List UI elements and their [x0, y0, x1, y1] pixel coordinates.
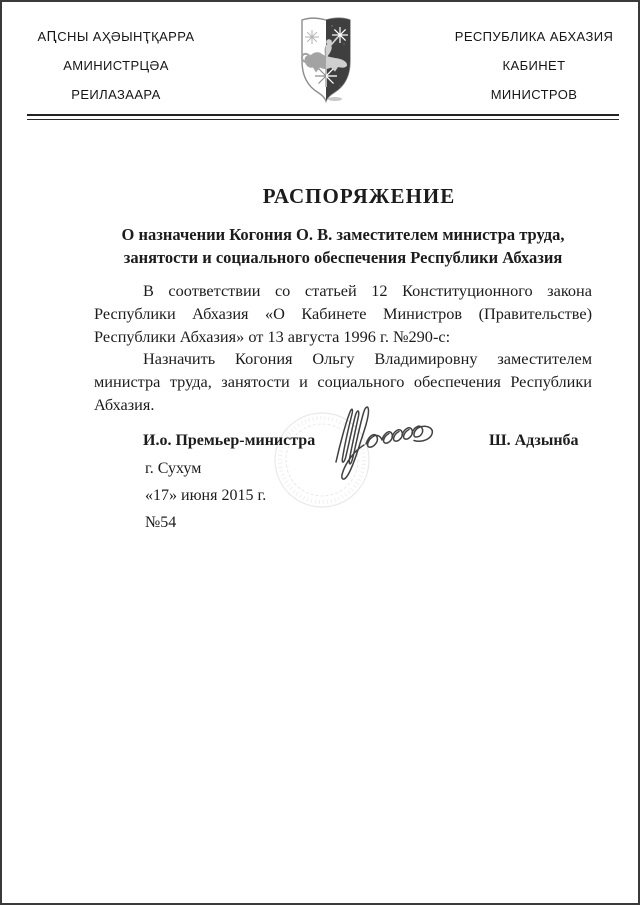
- header-left-abkhaz: [22, 22, 210, 109]
- header-right-russian: [440, 22, 628, 109]
- document-title: РАСПОРЯЖЕНИЕ: [262, 184, 456, 208]
- header-right-line: МИНИСТРОВ: [490, 87, 578, 102]
- subject-line: О назначении Когония О. В. заместителем министра труда,: [121, 225, 565, 244]
- document-subject: [94, 223, 592, 269]
- header-left-line: АМИНИСТРЦӘА: [63, 58, 169, 73]
- abkhazia-coat-of-arms-icon: [296, 16, 356, 104]
- scan-smudge: [328, 97, 342, 101]
- signer-name: Ш. Адзынба: [489, 432, 579, 449]
- footer-date: «17» июня 2015 г.: [145, 487, 267, 504]
- header-left-line: АԤСНЫ АҲӘЫНҬҚАРРА: [37, 29, 195, 44]
- body-paragraph-appointment: Назначить Когония Ольгу Владимировну заместителем министра труда, занятости и социального обеспечения Республики Абхазия.: [94, 349, 592, 414]
- header-divider-double-rule: [27, 114, 619, 120]
- body-paragraph-legal-basis: В соответствии со статьей 12 Конституционного закона Республики Абхазия «О Кабинете Министров (Правительстве) Республики Абхазия» от 13 августа 1996 г. №290-с:: [94, 281, 592, 346]
- handwritten-signature-icon: [322, 398, 470, 486]
- header-right-line: РЕСПУБЛИКА АБХАЗИЯ: [454, 29, 614, 44]
- signer-position-label: И.о. Премьер-министра: [143, 432, 316, 449]
- header-right-line: КАБИНЕТ: [502, 58, 566, 73]
- header-left-line: РЕИЛАЗААРА: [71, 87, 161, 102]
- footer-document-number: №54: [145, 514, 177, 531]
- subject-line: занятости и социального обеспечения Республики Абхазия: [123, 248, 563, 267]
- footer-city: г. Сухум: [145, 460, 202, 477]
